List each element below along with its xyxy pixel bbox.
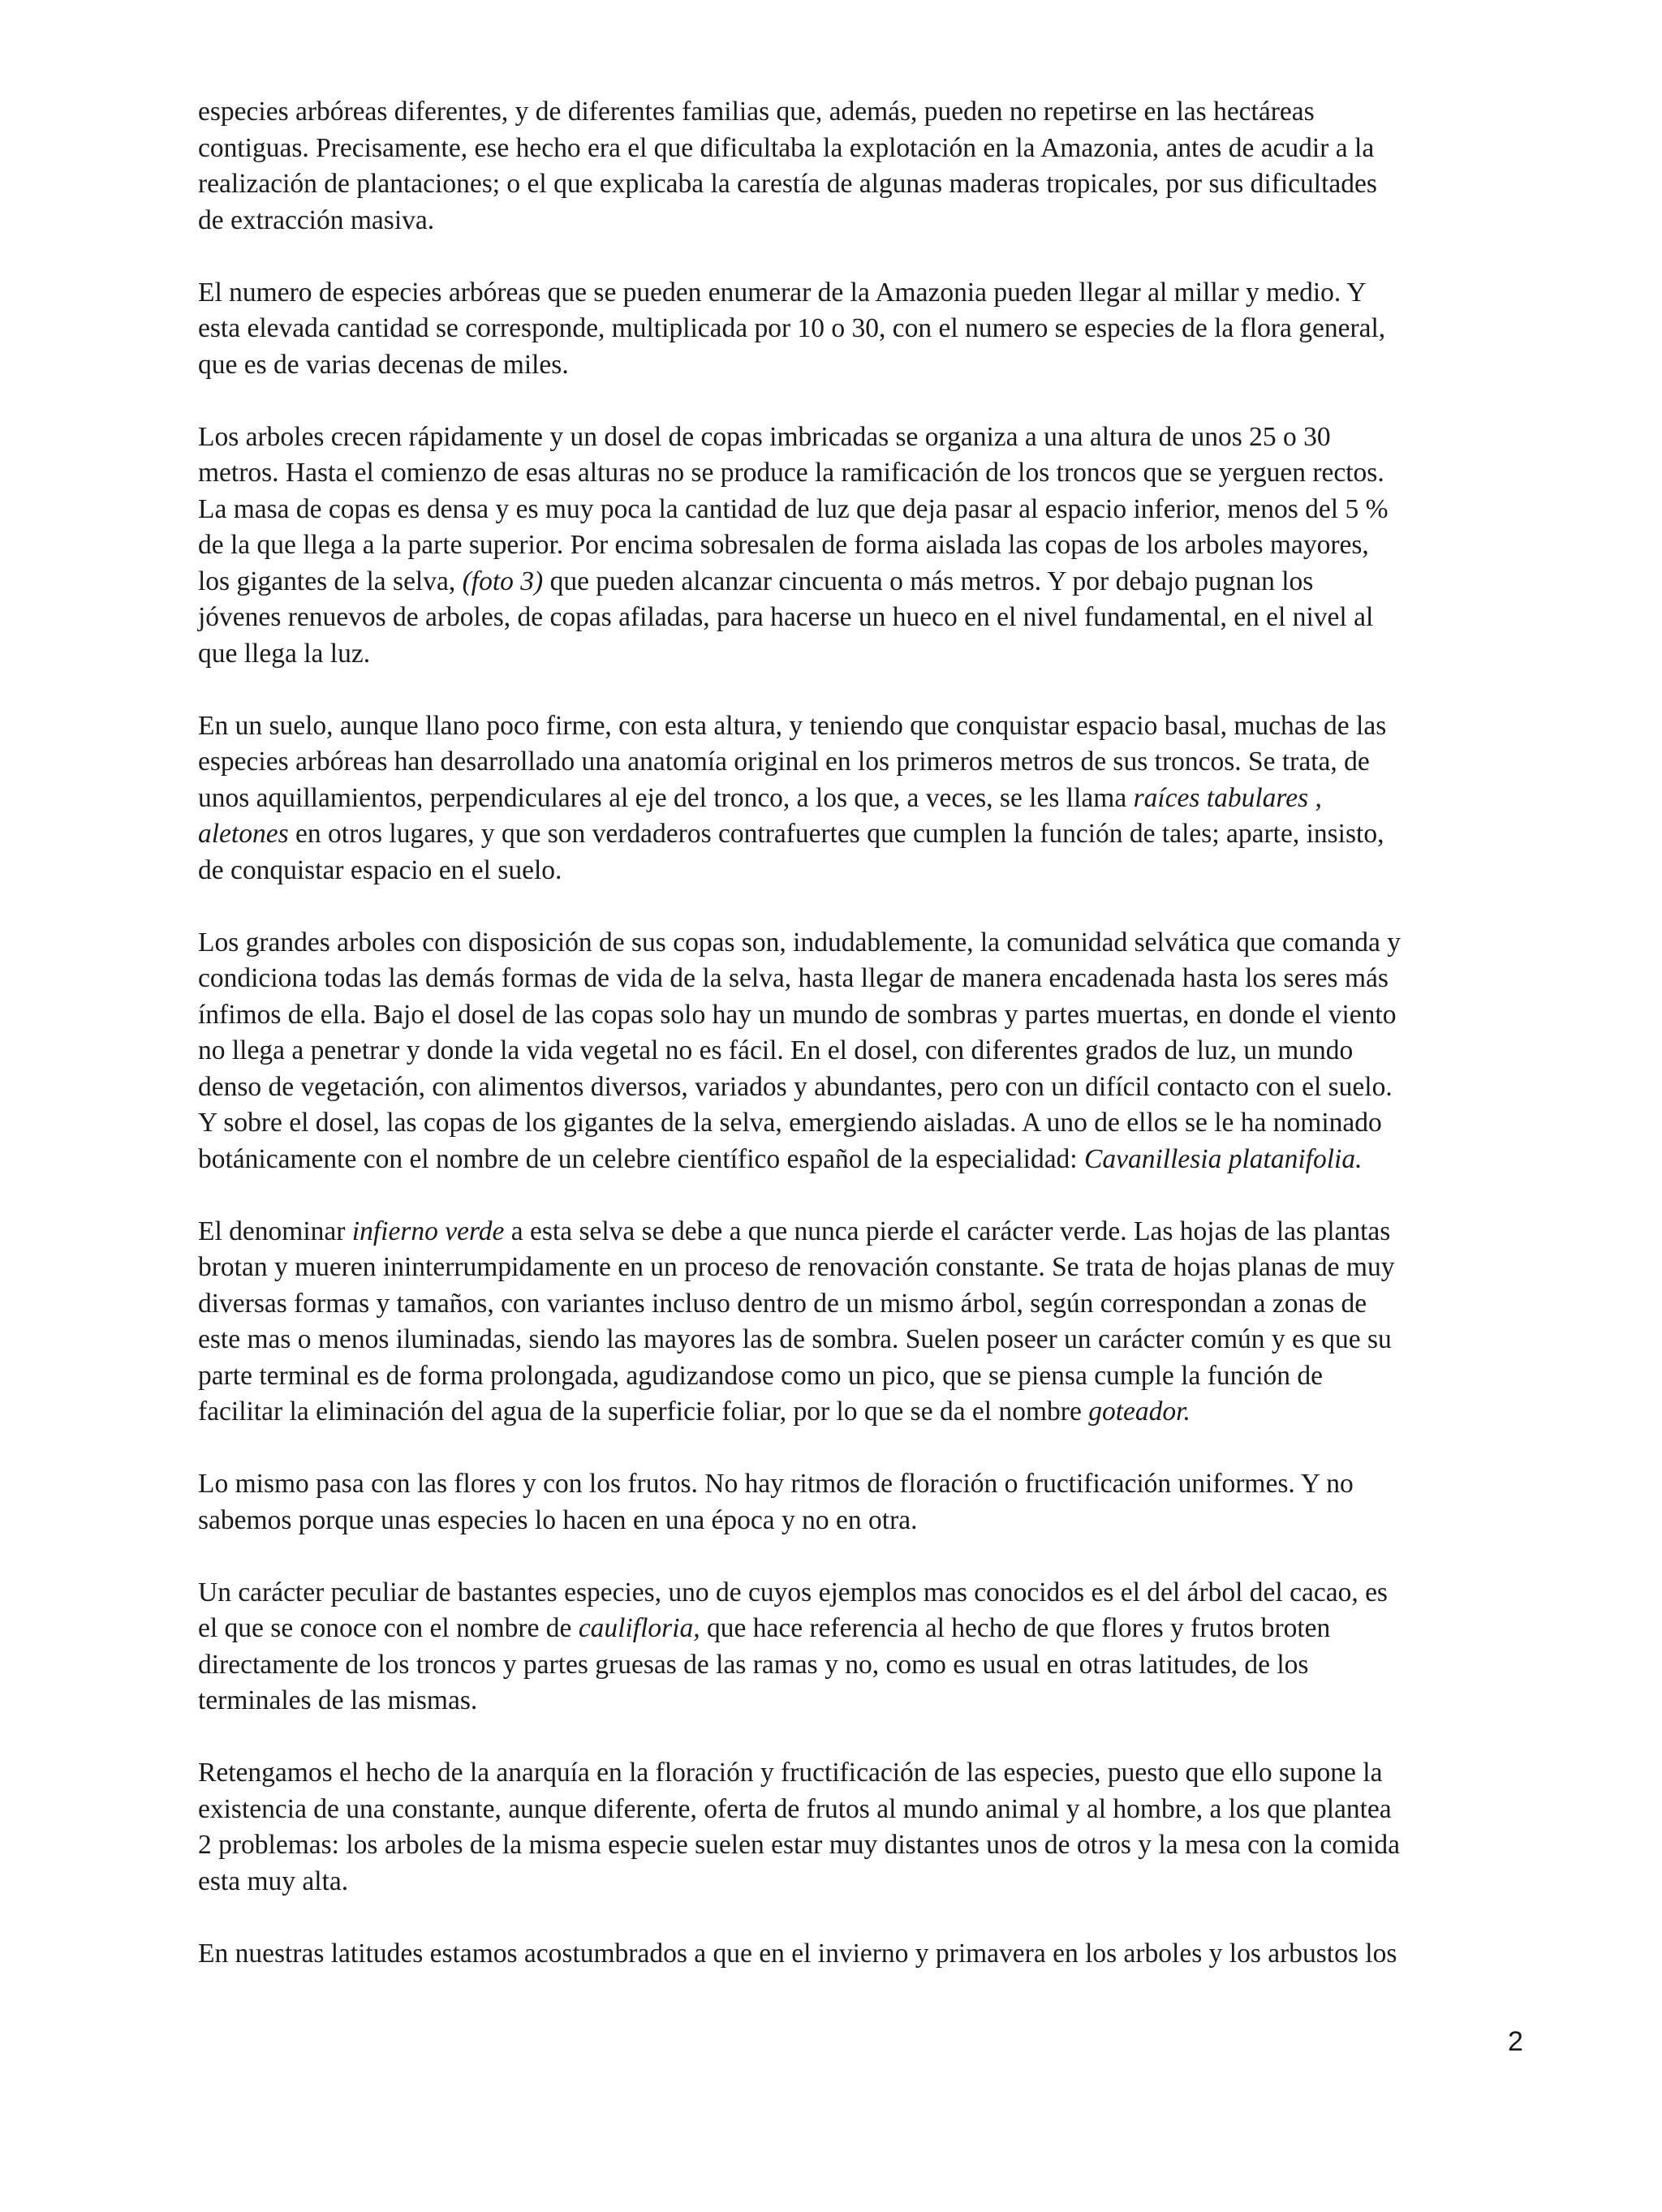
text-line <box>198 492 1537 528</box>
paragraph <box>198 1466 1537 1539</box>
text-run: esta elevada cantidad se corresponde, multiplicada por 10 o 30, con el numero se especies de la flora general, <box>198 313 1386 343</box>
text-line <box>198 1936 1537 1973</box>
text-run: terminales de las mismas. <box>198 1685 478 1715</box>
italic-text-run: aletones <box>198 819 289 849</box>
text-line <box>198 1105 1537 1142</box>
italic-text-run: infierno verde <box>351 1216 505 1246</box>
paragraph <box>198 275 1537 384</box>
text-run: sabemos porque unas especies lo hacen en una época y no en otra. <box>198 1504 918 1535</box>
text-line <box>198 275 1537 312</box>
text-line <box>198 1069 1537 1106</box>
italic-text-run: caulifloria, <box>578 1613 700 1643</box>
text-line <box>198 1394 1537 1431</box>
italic-text-run: raíces tabulares , <box>1133 782 1322 813</box>
text-run: botánicamente con el nombre de un celebre científico español de la especialidad: <box>198 1143 1084 1174</box>
text-run: existencia de una constante, aunque diferente, oferta de frutos al mundo animal y al hombre, a los que plantea <box>198 1793 1392 1824</box>
text-run: parte terminal es de forma prolongada, agudizandose como un pico, que se piensa cumple la función de <box>198 1360 1324 1391</box>
italic-text-run: goteador. <box>1088 1396 1191 1427</box>
text-line <box>198 781 1537 817</box>
page-number: 2 <box>1508 2026 1523 2057</box>
text-line <box>198 708 1537 745</box>
text-run: 2 problemas: los arboles de la misma especie suelen estar muy distantes unos de otros y la mesa con la comida <box>198 1830 1401 1860</box>
text-run: Los arboles crecen rápidamente y un dosel de copas imbricadas se organiza a una altura de unos 25 o 30 <box>198 421 1331 452</box>
paragraph <box>198 94 1537 239</box>
text-run: denso de vegetación, con alimentos diversos, variados y abundantes, pero con un difícil contacto con el suelo. <box>198 1071 1393 1102</box>
text-line <box>198 925 1537 962</box>
text-line <box>198 347 1537 384</box>
body-text <box>198 94 1537 1972</box>
text-line <box>198 420 1537 456</box>
text-run: que hace referencia al hecho de que flores y frutos broten <box>700 1613 1331 1643</box>
text-line <box>198 1575 1537 1612</box>
text-run: los gigantes de la selva, <box>198 566 463 596</box>
text-run: Lo mismo pasa con las flores y con los frutos. No hay ritmos de floración o fructificación uniformes. Y no <box>198 1469 1354 1499</box>
text-run: este mas o menos iluminadas, siendo las mayores las de sombra. Suelen poseer un carácter común y es que su <box>198 1324 1392 1354</box>
paragraph <box>198 1755 1537 1900</box>
text-line <box>198 203 1537 239</box>
text-line <box>198 1358 1537 1395</box>
text-run: a esta selva se debe a que nunca pierde el carácter verde. Las hojas de las plantas <box>504 1216 1391 1246</box>
text-line <box>198 131 1537 167</box>
text-line <box>198 1792 1537 1828</box>
text-run: esta muy alta. <box>198 1866 349 1896</box>
paragraph <box>198 1936 1537 1973</box>
text-line <box>198 1466 1537 1503</box>
text-line <box>198 1611 1537 1647</box>
text-line <box>198 1755 1537 1792</box>
text-run: metros. Hasta el comienzo de esas alturas no se produce la ramificación de los troncos que se yerguen rectos. <box>198 458 1384 488</box>
text-line <box>198 564 1537 600</box>
text-line <box>198 1683 1537 1719</box>
text-run: diversas formas y tamaños, con variantes incluso dentro de un mismo árbol, según correspondan a zonas de <box>198 1288 1367 1319</box>
text-run: brotan y mueren ininterrumpidamente en un proceso de renovación constante. Se trata de hojas planas de muy <box>198 1252 1395 1282</box>
text-run: no llega a penetrar y donde la vida vegetal no es fácil. En el dosel, con diferentes grados de luz, un mundo <box>198 1035 1354 1065</box>
text-run: ínfimos de ella. Bajo el dosel de las copas solo hay un mundo de sombras y partes muertas, en donde el viento <box>198 999 1397 1030</box>
text-run: Retengamos el hecho de la anarquía en la floración y fructificación de las especies, puesto que ello supone la <box>198 1758 1383 1788</box>
text-line <box>198 636 1537 673</box>
text-line <box>198 1250 1537 1286</box>
text-run: jóvenes renuevos de arboles, de copas afiladas, para hacerse un hueco en el nivel fundamental, en el nivel al <box>198 602 1374 632</box>
text-line <box>198 1142 1537 1178</box>
text-line <box>198 527 1537 564</box>
text-run: condiciona todas las demás formas de vida de la selva, hasta llegar de manera encadenada hasta los seres más <box>198 963 1389 993</box>
text-run: especies arbóreas han desarrollado una anatomía original en los primeros metros de sus troncos. Se trata, de <box>198 747 1370 777</box>
text-line <box>198 455 1537 492</box>
text-run: En nuestras latitudes estamos acostumbrados a que en el invierno y primavera en los arboles y los arbustos los <box>198 1938 1397 1969</box>
paragraph <box>198 925 1537 1178</box>
text-line <box>198 94 1537 131</box>
text-run: en otros lugares, y que son verdaderos contrafuertes que cumplen la función de tales; aparte, insisto, <box>288 819 1384 849</box>
text-run: de conquistar espacio en el suelo. <box>198 854 562 885</box>
text-run: el que se conoce con el nombre de <box>198 1613 579 1643</box>
text-run: Los grandes arboles con disposición de sus copas son, indudablemente, la comunidad selvática que comanda y <box>198 927 1401 958</box>
text-run: Y sobre el dosel, las copas de los gigantes de la selva, emergiendo aisladas. A uno de ellos se le ha nominado <box>198 1108 1382 1138</box>
text-run: La masa de copas es densa y es muy poca la cantidad de luz que deja pasar al espacio inferior, menos del 5 % <box>198 493 1389 524</box>
text-line <box>198 1033 1537 1069</box>
text-run: especies arbóreas diferentes, y de diferentes familias que, además, pueden no repetirse en las hectáreas <box>198 97 1315 127</box>
text-run: de la que llega a la parte superior. Por encima sobresalen de forma aislada las copas de los arboles mayores, <box>198 530 1369 560</box>
text-line <box>198 1647 1537 1684</box>
text-line <box>198 853 1537 889</box>
text-line <box>198 1827 1537 1864</box>
italic-text-run: (foto 3) <box>462 566 544 596</box>
text-line <box>198 961 1537 997</box>
text-run: de extracción masiva. <box>198 204 435 235</box>
text-line <box>198 744 1537 781</box>
text-line <box>198 1214 1537 1250</box>
text-line <box>198 997 1537 1034</box>
text-run: realización de plantaciones; o el que explicaba la carestía de algunas maderas tropicales, por sus dificultades <box>198 169 1377 199</box>
text-line <box>198 1503 1537 1539</box>
paragraph <box>198 708 1537 889</box>
paragraph <box>198 1214 1537 1431</box>
text-run: directamente de los troncos y partes gruesas de las ramas y no, como es usual en otras latitudes, de los <box>198 1649 1309 1680</box>
text-line <box>198 1322 1537 1358</box>
text-line <box>198 600 1537 636</box>
text-line <box>198 166 1537 203</box>
text-line <box>198 311 1537 347</box>
text-line <box>198 1864 1537 1900</box>
text-line <box>198 816 1537 853</box>
text-line <box>198 1286 1537 1323</box>
paragraph <box>198 420 1537 673</box>
text-run: Un carácter peculiar de bastantes especies, uno de cuyos ejemplos mas conocidos es el del árbol del cacao, es <box>198 1577 1388 1607</box>
text-run: El numero de especies arbóreas que se pueden enumerar de la Amazonia pueden llegar al millar y medio. Y <box>198 277 1367 308</box>
paragraph <box>198 1575 1537 1719</box>
text-run: que es de varias decenas de miles. <box>198 349 569 380</box>
text-run: que pueden alcanzar cincuenta o más metros. Y por debajo pugnan los <box>543 566 1314 596</box>
text-run: contiguas. Precisamente, ese hecho era el que dificultaba la explotación en la Amazonia, antes de acudir a la <box>198 132 1375 163</box>
text-run: El denominar <box>198 1216 352 1246</box>
italic-text-run: Cavanillesia platanifolia. <box>1084 1143 1363 1174</box>
text-run: facilitar la eliminación del agua de la superficie foliar, por lo que se da el nombre <box>198 1396 1089 1427</box>
text-run: que llega la luz. <box>198 638 371 669</box>
text-run: En un suelo, aunque llano poco firme, con esta altura, y teniendo que conquistar espacio basal, muchas de las <box>198 710 1387 741</box>
text-run: unos aquillamientos, perpendiculares al eje del tronco, a los que, a veces, se les llama <box>198 782 1134 813</box>
